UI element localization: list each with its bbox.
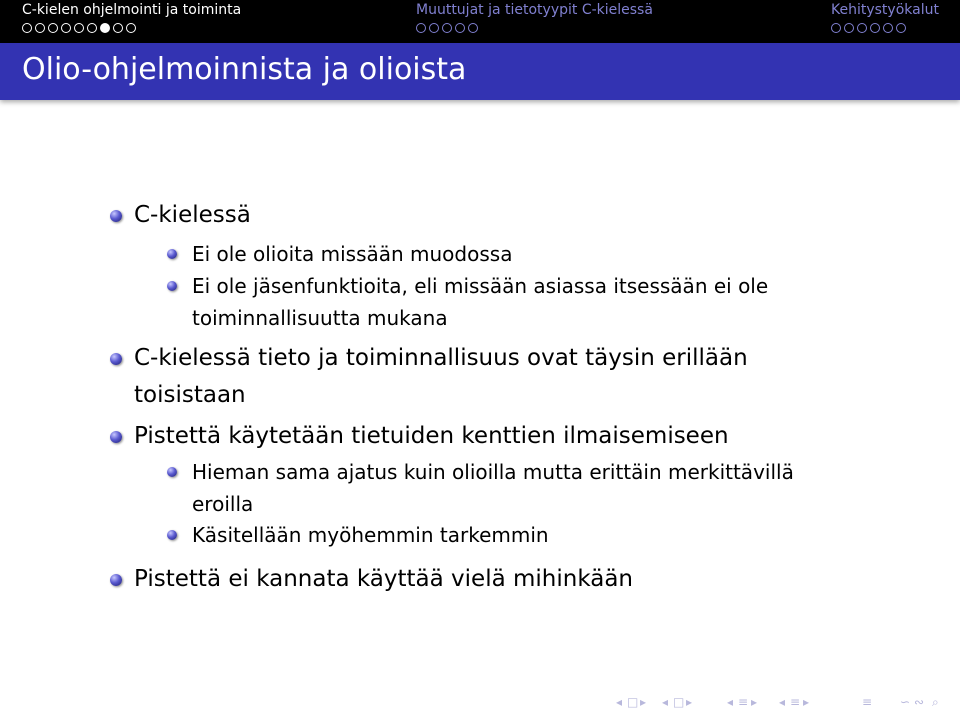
section-progress-dots (22, 23, 241, 33)
sub-bullet-item: Käsitellään myöhemmin tarkemmin (192, 523, 549, 547)
current-slide-dot[interactable] (100, 23, 110, 33)
slide-dot[interactable] (455, 23, 465, 33)
slide-dot[interactable] (468, 23, 478, 33)
nav-appendix-icon[interactable]: ≡ (862, 695, 873, 709)
slide-dot[interactable] (87, 23, 97, 33)
slide-dot[interactable] (429, 23, 439, 33)
nav-subsection-prev-icon[interactable]: ◂ (662, 695, 669, 709)
section-nav-c-kielen-ohjelmointi[interactable] (22, 2, 241, 33)
slide-dot[interactable] (113, 23, 123, 33)
slide-dot[interactable] (416, 23, 426, 33)
slide-dot[interactable] (844, 23, 854, 33)
sub-bullet-ball-icon (167, 467, 177, 477)
nav-search-icon[interactable]: ⌕ (932, 695, 939, 709)
section-label[interactable]: Muuttujat ja tietotyypit C-kielessä (416, 2, 653, 18)
slide-dot[interactable] (22, 23, 32, 33)
slide-dot[interactable] (126, 23, 136, 33)
section-nav-kehitystyokalut[interactable] (831, 2, 939, 33)
nav-section-prev-icon[interactable]: ◂ (727, 695, 734, 709)
headline-bar (0, 0, 960, 43)
slide-dot[interactable] (48, 23, 58, 33)
nav-frame-icon[interactable]: □ (627, 695, 639, 709)
frame-title: Olio-ohjelmoinnista ja olioista (22, 52, 467, 87)
sub-bullet-ball-icon (167, 530, 177, 540)
nav-frame-next-icon[interactable]: ▸ (640, 695, 647, 709)
slide-dot[interactable] (896, 23, 906, 33)
bullet-item: C-kielessä (134, 202, 251, 228)
sub-bullet-item-continuation: eroilla (192, 492, 254, 516)
slide-dot[interactable] (870, 23, 880, 33)
slide-dot[interactable] (61, 23, 71, 33)
bullet-item-continuation: toisistaan (134, 382, 246, 408)
sub-bullet-ball-icon (167, 281, 177, 291)
sub-bullet-ball-icon (167, 249, 177, 259)
slide-dot[interactable] (442, 23, 452, 33)
section-progress-dots (416, 23, 653, 33)
nav-presentation-prev-icon[interactable]: ◂ (779, 695, 786, 709)
bullet-ball-icon (110, 431, 122, 443)
slide-dot[interactable] (35, 23, 45, 33)
section-nav-muuttujat[interactable] (416, 2, 653, 33)
bullet-item: Pistettä ei kannata käyttää vielä mihinkään (134, 566, 634, 592)
nav-frame-prev-icon[interactable]: ◂ (616, 695, 623, 709)
bullet-ball-icon (110, 353, 122, 365)
nav-section-icon[interactable]: ≡ (738, 695, 749, 709)
nav-presentation-next-icon[interactable]: ▸ (803, 695, 810, 709)
slide-dot[interactable] (883, 23, 893, 33)
nav-subsection-icon[interactable]: □ (673, 695, 685, 709)
nav-presentation-icon[interactable]: ≡ (790, 695, 801, 709)
sub-bullet-item-continuation: toiminnallisuutta mukana (192, 306, 448, 330)
slide-dot[interactable] (74, 23, 84, 33)
nav-section-next-icon[interactable]: ▸ (751, 695, 758, 709)
sub-bullet-item: Hieman sama ajatus kuin olioilla mutta erittäin merkittävillä (192, 460, 794, 484)
nav-subsection-next-icon[interactable]: ▸ (686, 695, 693, 709)
slide-dot[interactable] (831, 23, 841, 33)
section-progress-dots (831, 23, 939, 33)
sub-bullet-item: Ei ole olioita missään muodossa (192, 242, 513, 266)
bullet-item: Pistettä käytetään tietuiden kenttien ilmaisemiseen (134, 423, 729, 449)
sub-bullet-item: Ei ole jäsenfunktioita, eli missään asiassa itsessään ei ole (192, 274, 769, 298)
slide-dot[interactable] (857, 23, 867, 33)
bullet-ball-icon (110, 210, 122, 222)
nav-forward-icon[interactable]: ∾ (914, 695, 925, 709)
frame-title-bar (0, 43, 960, 100)
bullet-item: C-kielessä tieto ja toiminnallisuus ovat täysin erillään (134, 345, 748, 371)
bullet-ball-icon (110, 574, 122, 586)
nav-back-icon[interactable]: ∽ (900, 695, 911, 709)
section-label[interactable]: C-kielen ohjelmointi ja toiminta (22, 2, 242, 18)
section-label[interactable]: Kehitystyökalut (831, 2, 939, 18)
